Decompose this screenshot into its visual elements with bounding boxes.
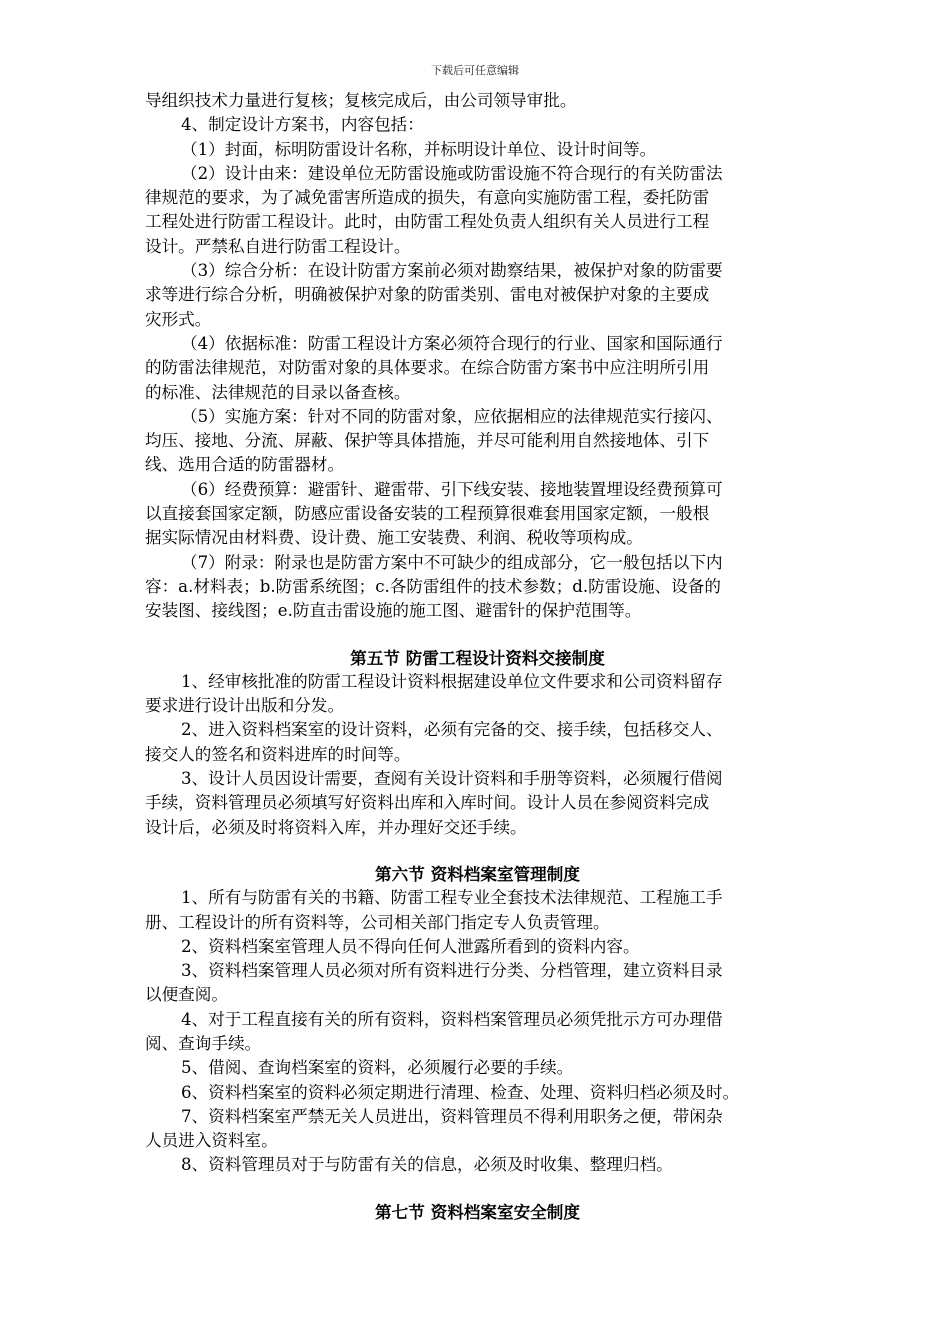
section-spacer xyxy=(145,840,810,862)
paragraph-line: （1）封面，标明防雷设计名称，并标明设计单位、设计时间等。 xyxy=(181,139,657,159)
paragraph-line: 4、对于工程直接有关的所有资料，资料档案管理员必须凭批示方可办理借 xyxy=(181,1009,723,1029)
paragraph xyxy=(145,259,810,332)
paragraph xyxy=(145,935,810,959)
paragraph-line: 灾形式。 xyxy=(145,309,212,329)
paragraph xyxy=(145,332,810,405)
paragraph-line: 的防雷法律规范，对防雷对象的具体要求。在综合防雷方案书中应注明所引用 xyxy=(145,358,710,378)
paragraph xyxy=(145,551,810,624)
paragraph-line: 接交人的签名和资料进库的时间等。 xyxy=(145,744,411,764)
paragraph xyxy=(145,1081,810,1105)
paragraph-line: 律规范的要求，为了减免雷害所造成的损失，有意向实施防雷工程，委托防雷 xyxy=(145,188,710,208)
paragraph xyxy=(145,162,810,259)
paragraph xyxy=(145,113,810,137)
paragraph-line: （7）附录：附录也是防雷方案中不可缺少的组成部分，它一般包括以下内 xyxy=(181,552,723,572)
paragraph-line: 设计。严禁私自进行防雷工程设计。 xyxy=(145,236,411,256)
paragraph-line: （2）设计由来：建设单位无防雷设施或防雷设施不符合现行的有关防雷法 xyxy=(181,163,723,183)
document-body xyxy=(145,89,810,1224)
paragraph xyxy=(145,1105,810,1154)
paragraph-line: 线、选用合适的防雷器材。 xyxy=(145,455,345,475)
paragraph-line: 工程处进行防雷工程设计。此时，由防雷工程处负责人组织有关人员进行工程 xyxy=(145,212,710,232)
paragraph-line: 册、工程设计的所有资料等，公司相关部门指定专人负责管理。 xyxy=(145,912,610,932)
paragraph xyxy=(145,405,810,478)
paragraph-line: 1、所有与防雷有关的书籍、防雷工程专业全套技术法律规范、工程施工手 xyxy=(181,888,723,908)
section-spacer xyxy=(145,1178,810,1200)
section-spacer xyxy=(145,624,810,646)
paragraph xyxy=(145,1153,810,1177)
paragraph-line: 5、借阅、查询档案室的资料，必须履行必要的手续。 xyxy=(181,1058,574,1078)
paragraph-line: 3、设计人员因设计需要，查阅有关设计资料和手册等资料，必须履行借阅 xyxy=(181,769,723,789)
paragraph xyxy=(145,767,810,840)
section-heading: 第六节 资料档案室管理制度 xyxy=(375,863,580,884)
paragraph-line: 3、资料档案管理人员必须对所有资料进行分类、分档管理，建立资料目录 xyxy=(181,961,723,981)
paragraph-line: 4、制定设计方案书，内容包括： xyxy=(181,115,424,135)
paragraph-line: 2、进入资料档案室的设计资料，必须有完备的交、接手续，包括移交人、 xyxy=(181,720,723,740)
paragraph-line: 安装图、接线图；e.防直击雷设施的施工图、避雷针的保护范围等。 xyxy=(145,601,642,621)
paragraph-line: （3）综合分析：在设计防雷方案前必须对勘察结果，被保护对象的防雷要 xyxy=(181,261,723,281)
paragraph-line: 6、资料档案室的资料必须定期进行清理、检查、处理、资料归档必须及时。 xyxy=(181,1082,740,1102)
paragraph-line: （6）经费预算：避雷针、避雷带、引下线安装、接地装置埋设经费预算可 xyxy=(181,479,723,499)
paragraph-line: 据实际情况由材料费、设计费、施工安装费、利润、税收等项构成。 xyxy=(145,528,643,548)
paragraph xyxy=(145,478,810,551)
paragraph-line: 的标准、法律规范的目录以备查核。 xyxy=(145,382,411,402)
paragraph-line: 人员进入资料室。 xyxy=(145,1131,278,1151)
paragraph-line: 手续，资料管理员必须填写好资料出库和入库时间。设计人员在参阅资料完成 xyxy=(145,793,710,813)
paragraph-line: 以直接套国家定额，防感应雷设备安装的工程预算很难套用国家定额，一般根 xyxy=(145,504,710,524)
section-heading: 第七节 资料档案室安全制度 xyxy=(375,1201,580,1222)
paragraph xyxy=(145,89,810,113)
paragraph-line: 7、资料档案室严禁无关人员进出，资料管理员不得利用职务之便，带闲杂 xyxy=(181,1106,723,1126)
paragraph-line: 2、资料档案室管理人员不得向任何人泄露所看到的资料内容。 xyxy=(181,936,640,956)
paragraph-line: （5）实施方案：针对不同的防雷对象，应依据相应的法律规范实行接闪、 xyxy=(181,406,723,426)
paragraph-line: 容：a.材料表；b.防雷系统图；c.各防雷组件的技术参数；d.防雷设施、设备的 xyxy=(145,576,721,596)
paragraph-line: 以便查阅。 xyxy=(145,985,228,1005)
paragraph xyxy=(145,1056,810,1080)
section-heading: 第五节 防雷工程设计资料交接制度 xyxy=(350,647,605,668)
paragraph-line: 设计后，必须及时将资料入库，并办理好交还手续。 xyxy=(145,817,527,837)
paragraph-line: 8、资料管理员对于与防雷有关的信息，必须及时收集、整理归档。 xyxy=(181,1155,673,1175)
paragraph-line: （4）依据标准：防雷工程设计方案必须符合现行的行业、国家和国际通行 xyxy=(181,333,723,353)
paragraph-line: 均压、接地、分流、屏蔽、保护等具体措施，并尽可能利用自然接地体、引下 xyxy=(145,431,710,451)
paragraph-line: 要求进行设计出版和分发。 xyxy=(145,696,345,716)
paragraph xyxy=(145,718,810,767)
paragraph-line: 阅、查询手续。 xyxy=(145,1033,262,1053)
paragraph-line: 导组织技术力量进行复核；复核完成后，由公司领导审批。 xyxy=(145,91,577,110)
paragraph xyxy=(145,1008,810,1057)
paragraph xyxy=(145,959,810,1008)
paragraph-line: 1、经审核批准的防雷工程设计资料根据建设单位文件要求和公司资料留存 xyxy=(181,671,723,691)
paragraph-line: 求等进行综合分析，明确被保护对象的防雷类别、雷电对被保护对象的主要成 xyxy=(145,285,710,305)
paragraph xyxy=(145,138,810,162)
paragraph xyxy=(145,670,810,719)
paragraph xyxy=(145,886,810,935)
page-header: 下载后可任意编辑 xyxy=(431,64,519,77)
